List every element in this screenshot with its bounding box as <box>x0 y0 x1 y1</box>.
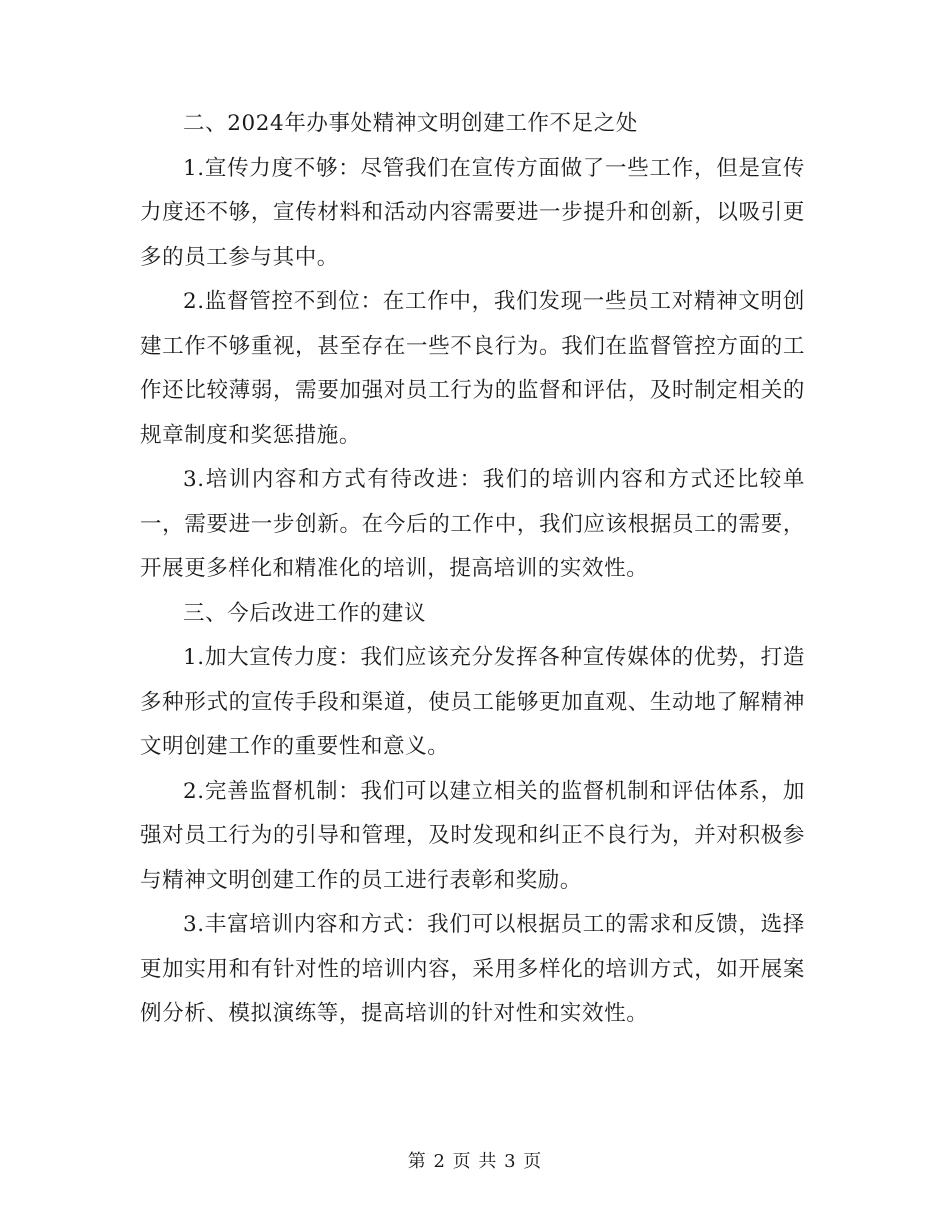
paragraph-suggestion-1: 1.加大宣传力度：我们应该充分发挥各种宣传媒体的优势，打造多种形式的宣传手段和渠道，使员工能够更加直观、生动地了解精神文明创建工作的重要性和意义。 <box>140 645 805 759</box>
paragraph-shortcoming-2: 2.监督管控不到位：在工作中，我们发现一些员工对精神文明创建工作不够重视，甚至存在一些不良行为。我们在监督管控方面的工作还比较薄弱，需要加强对员工行为的监督和评估，及时制定相关的规章制度和奖惩措施。 <box>140 289 805 448</box>
page-number: 第 2 页 共 3 页 <box>407 1151 543 1172</box>
document-body <box>140 102 805 1037</box>
paragraph-shortcoming-1: 1.宣传力度不够：尽管我们在宣传方面做了一些工作，但是宣传力度还不够，宣传材料和活动内容需要进一步提升和创新，以吸引更多的员工参与其中。 <box>140 155 805 270</box>
section-heading-suggestions: 三、今后改进工作的建议 <box>183 600 427 626</box>
paragraph-suggestion-3: 3.丰富培训内容和方式：我们可以根据员工的需求和反馈，选择更加实用和有针对性的培训内容，采用多样化的培训方式，如开展案例分析、模拟演练等，提高培训的针对性和实效性。 <box>140 912 805 1026</box>
page-footer <box>0 1147 950 1173</box>
paragraph-suggestion-2: 2.完善监督机制：我们可以建立相关的监督机制和评估体系，加强对员工行为的引导和管理，及时发现和纠正不良行为，并对积极参与精神文明创建工作的员工进行表彰和奖励。 <box>140 778 805 893</box>
section-heading-shortcomings: 二、2024年办事处精神文明创建工作不足之处 <box>183 111 638 136</box>
paragraph-shortcoming-3: 3.培训内容和方式有待改进：我们的培训内容和方式还比较单一，需要进一步创新。在今后的工作中，我们应该根据员工的需要，开展更多样化和精准化的培训，提高培训的实效性。 <box>140 467 805 581</box>
